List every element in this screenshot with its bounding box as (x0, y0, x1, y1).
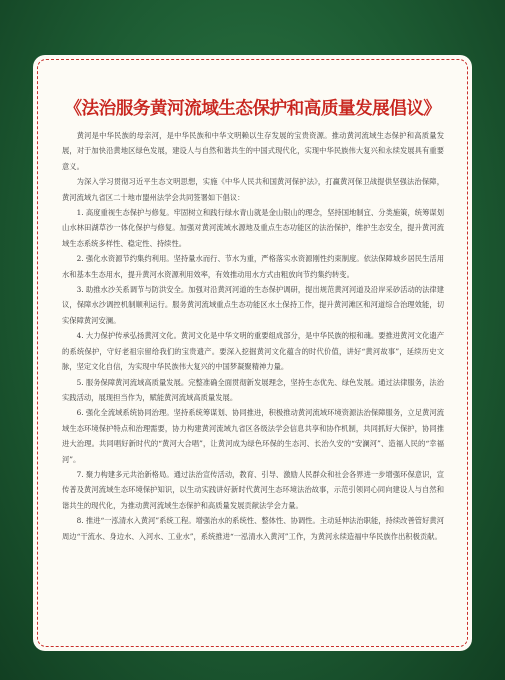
initiative-item-4: 4. 大力保护传承弘扬黄河文化。黄河文化是中华文明的重要组成部分，是中华民族的根和魂。要推进黄河文化遗产的系统保护，守好老祖宗留给我们的宝贵遗产。要深入挖掘黄河文化蕴含的时代价值，讲好“黄河故事”，延续历史文脉，坚定文化自信，为实现中华民族伟大复兴的中国梦凝聚精神力量。 (62, 331, 444, 372)
initiative-item-6: 6. 强化全流域系统协同治理。坚持系统筹谋划、协同推进，积极推动黄河流域环境资源法治保障服务，立足黄河流域生态环境保护特点和治理需要，协力构建黄河流域九省区各级法学会信息共享和协作机制，共同抓好大保护，协同推进大治理。共同唱好新时代的“黄河大合唱”，让黄河成为绿色环保的生态河、长治久安的“安澜河”、造福人民的“幸福河”。 (62, 408, 444, 464)
initiative-item-3: 3. 助推水沙关系调节与防洪安全。加强对沿黄河河道的生态保护调研，提出规范黄河河道及沿岸采砂活动的法律建议，保障水沙调控机制顺利运行。服务黄河流域重点生态功能区水土保持工作，提升黄河滩区和河道综合治理效能，切实保障黄河安澜。 (62, 285, 444, 325)
initiative-item-1: 1. 高度重视生态保护与修复。牢固树立和践行绿水青山就是金山银山的理念，坚持国地制宜、分类施策，统筹谋划山水林田湖草沙一体化保护与修复。加强对黄河流域水源地及重点生态功能区的法治保护，维护生态安全，提升黄河流域生态系统多样性、稳定性、持续性。 (62, 208, 444, 248)
proposal-card (33, 55, 472, 651)
initiative-item-8: 8. 推进“一泓清水入黄河”系统工程。增强治水的系统性、整体性、协调性。主动延伸法治职能，持续改善管好黄河周边“干流水、身边水、入河水、工业水”，系统推进“一泓清水入黄河”工作，为黄河永续造福中华民族作出积极贡献。 (62, 516, 444, 541)
initiative-item-7: 7. 聚力构建多元共治新格局。通过法治宣传活动，教育、引导、激励人民群众和社会各界进一步增强环保意识，宣传普及黄河流域生态环境保护知识，以生动实践讲好新时代黄河生态环境法治故事，示范引领同心同向建设人与自然和谐共生的现代化，为推动黄河流域生态保护和高质量发展贡献法学会力量。 (62, 469, 444, 510)
intro-paragraph: 黄河是中华民族的母亲河，是中华民族和中华文明赖以生存发展的宝贵资源。推动黄河流域生态保护和高质量发展，对于加快沿黄地区绿色发展，建设人与自然和谐共生的中国式现代化，实现中华民族伟大复兴和永续发展具有重要意义。 (62, 131, 444, 171)
document-title: 《法治服务黄河流域生态保护和高质量发展倡议》 (64, 99, 441, 119)
initiative-item-2: 2. 强化水资源节约集约利用。坚持量水而行、节水为重，严格落实水资源刚性约束制度。依法保障城乡居民生活用水和基本生态用水，提升黄河水资源利用效率，有效推动用水方式由粗放向节约集约转变。 (62, 254, 444, 279)
preamble-paragraph: 为深入学习贯彻习近平生态文明思想，实施《中华人民共和国黄河保护法》，打赢黄河保卫战提供坚强法治保障，黄河流域九省区二十地市盟州法学会共同签署如下倡议： (62, 177, 444, 202)
document-body (62, 125, 444, 544)
initiative-item-5: 5. 服务保障黄河流域高质量发展。完整准确全面贯彻新发展理念，坚持生态优先、绿色发展。通过法律服务，法治实践活动，展现担当作为，赋能黄河流域高质量发展。 (62, 377, 444, 402)
